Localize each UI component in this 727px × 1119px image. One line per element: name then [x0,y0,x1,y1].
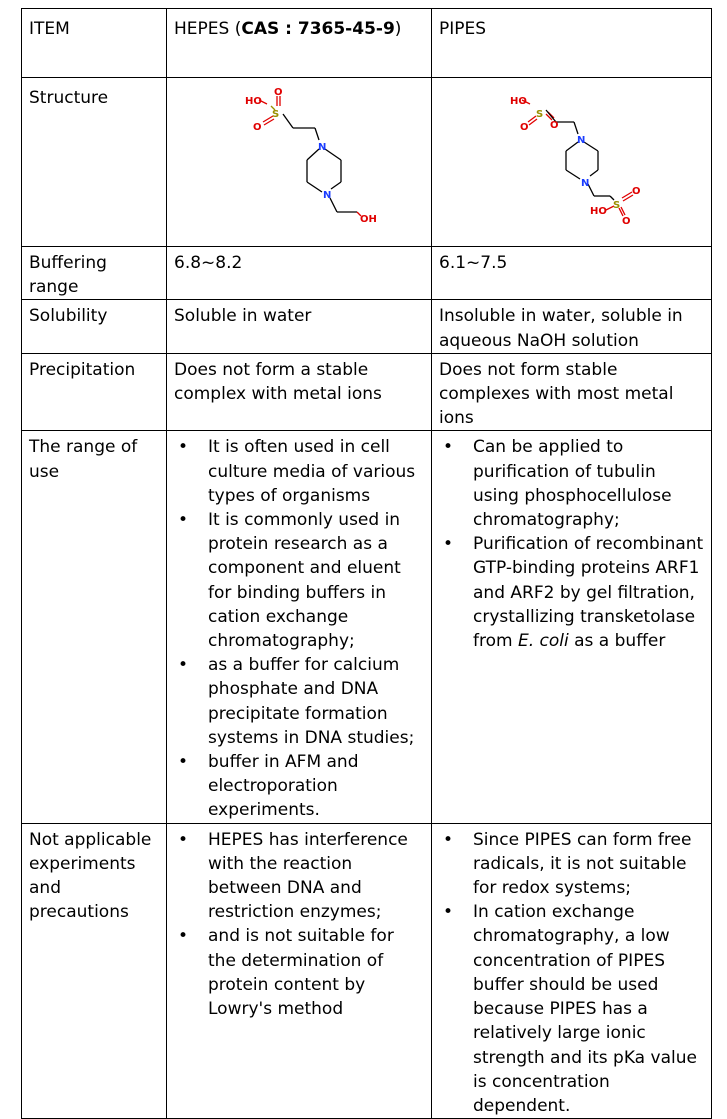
bullet-icon: • [178,655,189,676]
precipitation-hepes-cell [167,353,432,431]
bullet-icon: • [443,437,454,458]
hepes-atom-o1: O [274,87,283,98]
buffering-hepes-cell [167,247,432,300]
pipes-structure-cell [432,78,712,247]
bullet-icon: • [178,752,189,773]
list-item-text: buffer in AFM and electroporation experiments. [208,752,359,821]
list-item-text: Purification of recombinant GTP-binding proteins ARF1 and ARF2 by gel filtration, crystallizing transketolase from [473,534,704,652]
range-of-use-label: The range of use [29,437,138,482]
range-of-use-pipes-cell [432,431,712,823]
header-hepes-name: HEPES ( [174,19,242,39]
hepes-structure-cell [167,78,432,247]
list-item-text: as a buffer for calcium phosphate and DNA precipitate formation systems in DNA studies; [208,655,415,748]
buffering-row [22,247,712,300]
pipes-atom-o3: O [631,186,641,197]
list-item [174,435,424,508]
not-applicable-label-cell [22,823,167,1118]
pipes-structure-diagram [492,86,652,226]
pipes-atom-o1: O [519,122,529,133]
list-item-text: and is not suitable for the determination of protein content by Lowry's method [208,926,394,1020]
structure-row [22,78,712,247]
pipes-atom-ho2: HO [589,206,607,217]
bullet-icon: • [178,510,189,531]
solubility-row [22,300,712,353]
list-item-text: It is commonly used in protein research as a component and eluent for binding buffers in cation exchange chromatography; [208,510,401,652]
not-applicable-row [22,823,712,1118]
list-item [174,508,424,653]
header-hepes-close: ) [394,19,402,39]
hepes-atom-s: S [272,109,280,120]
list-item [174,924,424,1021]
not-applicable-hepes-cell [167,823,432,1118]
bullet-icon: • [178,829,189,850]
solubility-label-cell [22,300,167,353]
pipes-atom-ho1: HO [509,96,527,107]
header-item-cell [22,9,167,78]
hepes-atom-ho: HO [245,96,262,107]
range-of-use-hepes-cell [167,431,432,823]
not-applicable-pipes-cell [432,823,712,1118]
list-item [174,653,424,750]
solubility-pipes: Insoluble in water, soluble in aqueous NaOH solution [439,306,683,351]
list-item-text: It is often used in cell culture media of various types of organisms [208,437,416,506]
range-of-use-hepes-list [174,435,424,822]
list-item-text: Since PIPES can form free radicals, it is not suitable for redox systems; [473,829,692,899]
list-item [439,828,704,901]
precipitation-label: Precipitation [29,359,136,380]
range-of-use-pipes-list [439,435,704,653]
solubility-hepes: Soluble in water [174,306,312,327]
precipitation-row [22,353,712,431]
header-item: ITEM [29,19,70,39]
header-hepes-cell [167,9,432,78]
header-pipes: PIPES [439,19,487,39]
list-item [439,900,704,1118]
hepes-atom-n1: N [318,142,327,153]
range-of-use-label-cell [22,431,167,823]
precipitation-pipes: Does not form stable complexes with most metal ions [439,359,674,429]
species-name: E. coli [517,631,569,652]
buffering-label-cell [22,247,167,300]
structure-label: Structure [29,88,109,108]
pipes-atom-o4: O [621,216,631,226]
solubility-label: Solubility [29,306,108,327]
pipes-atom-o2: O [549,120,559,131]
buffering-hepes: 6.8~8.2 [174,253,243,273]
precipitation-label-cell [22,353,167,431]
header-row [22,9,712,78]
comparison-table [21,8,712,1119]
buffering-label: Buffering range [29,253,107,298]
pipes-atom-s1: S [535,109,543,120]
header-hepes-cas: CAS : 7365-45-9 [241,19,395,39]
buffering-pipes-cell [432,247,712,300]
header-pipes-cell [432,9,712,78]
range-of-use-row [22,431,712,823]
list-item-text: Can be applied to purification of tubulin using phosphocellulose chromatography; [473,437,672,531]
solubility-pipes-cell [432,300,712,353]
pipes-atom-n1: N [576,135,585,146]
list-item [174,828,424,925]
pipes-atom-s2: S [612,200,620,211]
list-item-text-tail: as a buffer [568,631,666,652]
bullet-icon: • [443,902,454,923]
not-applicable-hepes-list [174,828,424,1022]
structure-label-cell [22,78,167,247]
bullet-icon: • [443,829,454,850]
buffering-pipes: 6.1~7.5 [439,253,508,273]
pipes-atom-n2: N [580,178,589,189]
list-item-text: HEPES has interference with the reaction between DNA and restriction enzymes; [208,829,408,923]
bullet-icon: • [443,534,454,555]
precipitation-hepes: Does not form a stable complex with metal ions [174,359,382,405]
bullet-icon: • [178,437,189,458]
bullet-icon: • [178,926,189,947]
precipitation-pipes-cell [432,353,712,431]
not-applicable-label: Not applicable experiments and precautions [29,829,152,923]
list-item-text: In cation exchange chromatography, a low concentration of PIPES buffer should be used because PIPES has a relatively large ionic strength and its pKa value is concentration dependent. [473,902,697,1116]
not-applicable-pipes-list [439,828,704,1118]
hepes-atom-n2: N [323,190,332,201]
hepes-atom-oh: OH [360,214,377,225]
solubility-hepes-cell [167,300,432,353]
list-item [439,435,704,532]
list-item [174,750,424,823]
hepes-atom-o2: O [253,122,262,133]
list-item [439,532,704,653]
hepes-structure-diagram [219,86,379,226]
